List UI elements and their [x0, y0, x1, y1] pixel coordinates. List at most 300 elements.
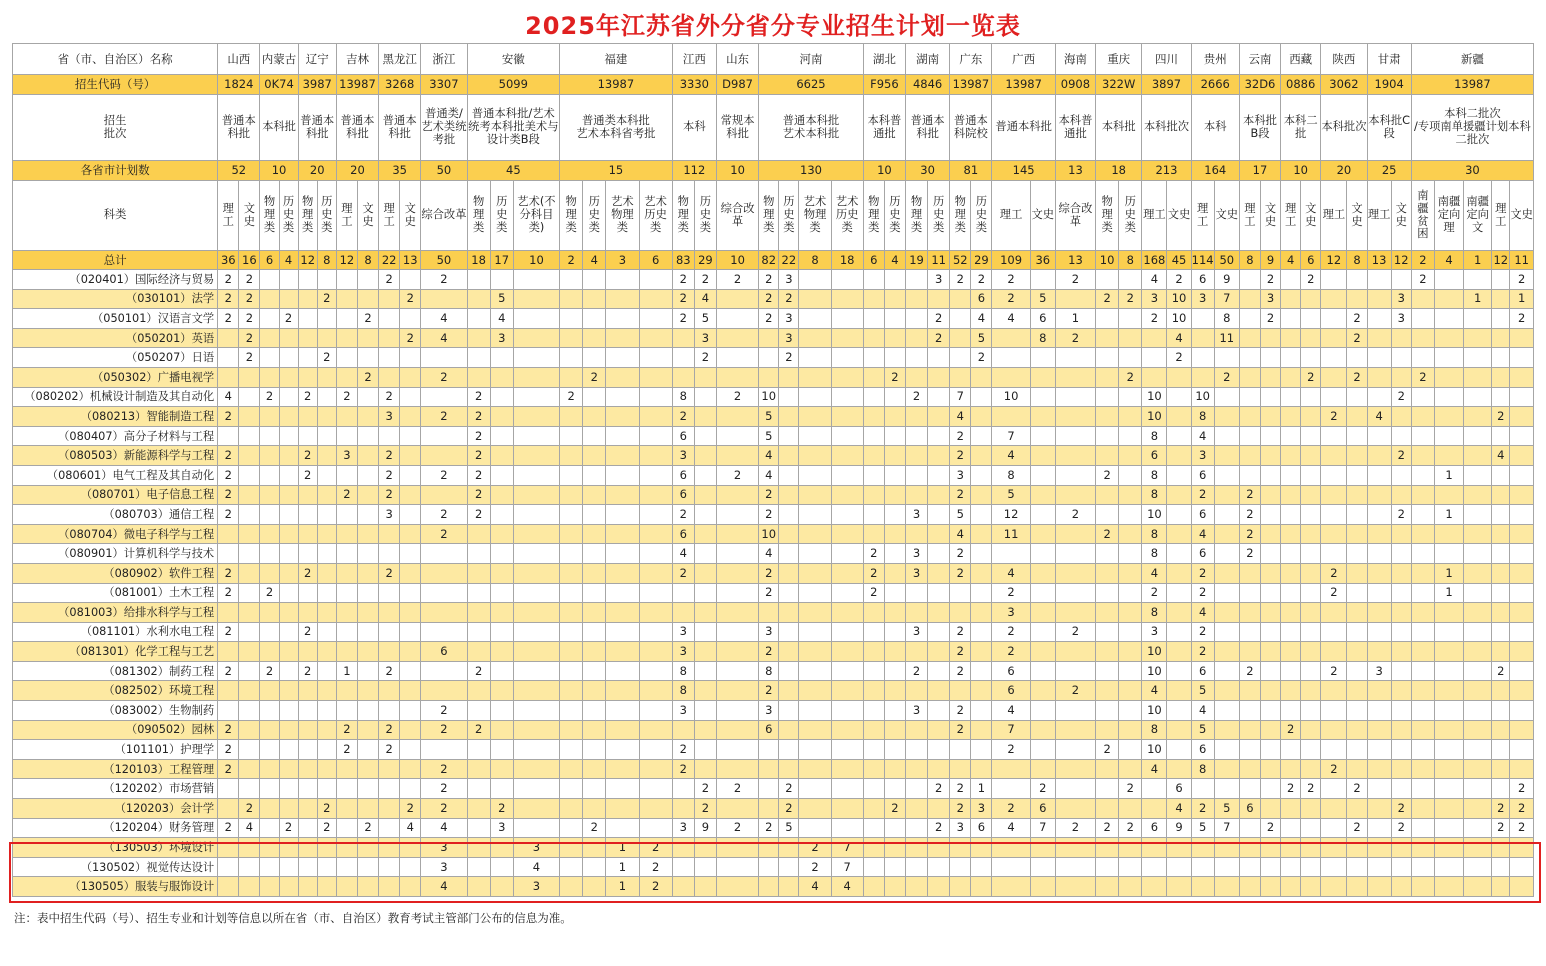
plan-value	[1030, 642, 1055, 662]
plan-value: 2	[379, 720, 400, 740]
plan-value	[672, 799, 694, 819]
plan-value: 2	[467, 661, 490, 681]
plan-value	[1464, 407, 1492, 427]
plan-value	[799, 309, 831, 329]
plan-value	[606, 818, 639, 838]
plan-value	[1367, 740, 1391, 760]
subject-total: 52	[950, 251, 971, 270]
plan-value: 2	[260, 387, 279, 407]
plan-value	[1301, 446, 1321, 466]
plan-value	[1464, 426, 1492, 446]
plan-value: 2	[759, 289, 779, 309]
subject-type: 文史	[1301, 181, 1321, 251]
subject-type: 文史	[357, 181, 378, 251]
plan-value: 2	[298, 446, 317, 466]
plan-value	[639, 367, 672, 387]
plan-value	[672, 348, 694, 368]
plan-value: 2	[298, 465, 317, 485]
plan-value: 2	[239, 289, 260, 309]
plan-value	[906, 348, 928, 368]
plan-value	[1301, 505, 1321, 525]
plan-value	[1367, 701, 1391, 721]
plan-value	[1030, 544, 1055, 564]
plan-value	[1301, 701, 1321, 721]
major-row	[13, 681, 1534, 701]
plan-value: 4	[1191, 701, 1214, 721]
plan-value	[831, 799, 863, 819]
plan-value	[1492, 524, 1510, 544]
plan-value: 3	[490, 818, 513, 838]
subject-type: 理工	[1492, 181, 1510, 251]
plan-value: 2	[992, 289, 1030, 309]
plan-value: 2	[239, 309, 260, 329]
plan-value	[831, 328, 863, 348]
plan-value	[239, 759, 260, 779]
plan-value	[1321, 779, 1347, 799]
plan-value	[639, 799, 672, 819]
plan-value: 2	[950, 544, 971, 564]
plan-value	[1391, 622, 1411, 642]
plan-value	[694, 387, 716, 407]
plan-value	[1434, 779, 1463, 799]
plan-value	[1030, 603, 1055, 623]
plan-value	[1464, 701, 1492, 721]
plan-value	[799, 701, 831, 721]
plan-value	[490, 563, 513, 583]
plan-value: 2	[950, 661, 971, 681]
plan-value: 2	[1239, 544, 1260, 564]
plan-value	[906, 446, 928, 466]
plan-value: 10	[1142, 387, 1167, 407]
plan-value	[260, 720, 279, 740]
plan-value	[950, 740, 971, 760]
subject-total: 29	[971, 251, 992, 270]
plan-value	[884, 740, 905, 760]
plan-value	[779, 681, 799, 701]
plan-value	[513, 701, 559, 721]
major-name: （080213）智能制造工程	[13, 407, 218, 427]
plan-value	[1167, 505, 1191, 525]
plan-value	[1510, 740, 1534, 760]
plan-value: 4	[218, 387, 239, 407]
plan-value	[1260, 426, 1280, 446]
plan-value	[218, 426, 239, 446]
plan-value	[1214, 740, 1239, 760]
enrollment-batch: 普通本科批	[379, 95, 421, 161]
plan-value	[884, 387, 905, 407]
plan-value	[239, 524, 260, 544]
plan-value: 2	[1492, 407, 1510, 427]
plan-value	[583, 485, 606, 505]
plan-value	[1434, 661, 1463, 681]
plan-value: 2	[421, 407, 467, 427]
plan-value	[467, 818, 490, 838]
plan-value	[779, 446, 799, 466]
plan-value	[1214, 701, 1239, 721]
plan-value: 2	[1119, 818, 1142, 838]
plan-value	[583, 563, 606, 583]
plan-value	[336, 622, 357, 642]
plan-value	[239, 740, 260, 760]
enrollment-code: 1824	[218, 75, 260, 95]
plan-value: 4	[992, 818, 1030, 838]
plan-value	[336, 583, 357, 603]
plan-value	[1464, 465, 1492, 485]
plan-value	[1464, 387, 1492, 407]
plan-value	[1239, 563, 1260, 583]
plan-value	[1434, 426, 1463, 446]
plan-value	[1119, 485, 1142, 505]
plan-value	[1096, 348, 1119, 368]
plan-value	[928, 603, 950, 623]
plan-value	[298, 505, 317, 525]
enrollment-code: 13987	[950, 75, 992, 95]
plan-value	[1434, 720, 1463, 740]
plan-value	[1492, 485, 1510, 505]
plan-value	[1096, 309, 1119, 329]
subject-total: 9	[1260, 251, 1280, 270]
plan-value	[400, 348, 421, 368]
plan-value	[239, 367, 260, 387]
plan-value: 6	[1167, 779, 1191, 799]
subject-total: 82	[759, 251, 779, 270]
plan-value: 1	[1434, 505, 1463, 525]
plan-value	[1321, 524, 1347, 544]
plan-value	[1367, 348, 1391, 368]
plan-value: 10	[1191, 387, 1214, 407]
plan-value	[1492, 465, 1510, 485]
plan-value	[421, 622, 467, 642]
plan-value	[1367, 603, 1391, 623]
plan-value	[606, 524, 639, 544]
plan-value	[1281, 740, 1301, 760]
plan-value	[400, 701, 421, 721]
subject-type: 理工	[1191, 181, 1214, 251]
plan-value: 2	[467, 505, 490, 525]
plan-value	[560, 779, 583, 799]
enrollment-batch: 普通类本科批 艺术本科省考批	[560, 95, 673, 161]
plan-value: 3	[1191, 446, 1214, 466]
plan-value	[1167, 387, 1191, 407]
plan-value	[799, 270, 831, 290]
plan-value	[716, 563, 758, 583]
plan-value: 6	[992, 681, 1030, 701]
plan-value	[467, 799, 490, 819]
plan-value	[1239, 603, 1260, 623]
plan-value	[239, 505, 260, 525]
plan-value	[992, 544, 1030, 564]
plan-value	[799, 328, 831, 348]
plan-value: 2	[1510, 309, 1534, 329]
plan-value: 2	[1260, 309, 1280, 329]
plan-value	[490, 505, 513, 525]
plan-value: 2	[421, 524, 467, 544]
plan-value	[1301, 720, 1321, 740]
plan-value	[950, 367, 971, 387]
subject-type: 艺术历史类	[831, 181, 863, 251]
plan-value	[490, 465, 513, 485]
plan-value	[716, 603, 758, 623]
plan-value	[218, 642, 239, 662]
plan-value: 1	[606, 857, 639, 877]
plan-value	[513, 270, 559, 290]
plan-value: 3	[672, 701, 694, 721]
plan-value	[639, 465, 672, 485]
plan-value	[490, 740, 513, 760]
plan-value	[583, 505, 606, 525]
plan-value	[1391, 270, 1411, 290]
plan-value: 3	[513, 838, 559, 858]
plan-value	[490, 270, 513, 290]
plan-value	[1096, 407, 1119, 427]
plan-value	[1239, 642, 1260, 662]
plan-row	[13, 161, 1534, 181]
plan-value: 2	[799, 857, 831, 877]
plan-value	[884, 524, 905, 544]
plan-value	[1391, 328, 1411, 348]
plan-value	[1434, 524, 1463, 544]
plan-value	[357, 779, 378, 799]
plan-value: 2	[992, 740, 1030, 760]
enrollment-batch: 本科普通批	[863, 95, 905, 161]
plan-value	[1214, 348, 1239, 368]
major-name: （080407）高分子材料与工程	[13, 426, 218, 446]
plan-value	[513, 740, 559, 760]
plan-value: 10	[1142, 701, 1167, 721]
plan-value	[513, 759, 559, 779]
subject-total: 10	[513, 251, 559, 270]
major-row	[13, 720, 1534, 740]
plan-value	[583, 583, 606, 603]
plan-value	[950, 603, 971, 623]
plan-value: 4	[1167, 799, 1191, 819]
plan-value: 2	[1214, 367, 1239, 387]
plan-value	[421, 387, 467, 407]
plan-value	[694, 642, 716, 662]
plan-value	[863, 485, 884, 505]
plan-value	[1281, 759, 1301, 779]
major-name: （130502）视觉传达设计	[13, 857, 218, 877]
plan-value: 2	[716, 779, 758, 799]
plan-value	[863, 681, 884, 701]
plan-value	[1367, 309, 1391, 329]
plan-value	[1391, 759, 1411, 779]
plan-value	[279, 720, 298, 740]
plan-value	[317, 367, 336, 387]
enrollment-batch: 本科批B段	[1239, 95, 1280, 161]
plan-value	[831, 661, 863, 681]
plan-value	[336, 328, 357, 348]
plan-value: 3	[672, 818, 694, 838]
plan-value: 2	[928, 309, 950, 329]
plan-value	[906, 642, 928, 662]
enrollment-code: 13987	[336, 75, 378, 95]
province-name: 贵州	[1191, 44, 1239, 75]
plan-value: 2	[336, 740, 357, 760]
enrollment-batch: 普通本科批	[298, 95, 336, 161]
plan-value	[694, 426, 716, 446]
subject-total: 2	[1411, 251, 1434, 270]
subject-type: 历史类	[928, 181, 950, 251]
plan-value	[1411, 603, 1434, 623]
plan-value	[863, 818, 884, 838]
plan-value	[1055, 348, 1095, 368]
plan-value	[1239, 407, 1260, 427]
plan-value	[1281, 642, 1301, 662]
plan-value: 2	[992, 583, 1030, 603]
plan-value: 7	[831, 857, 863, 877]
plan-value	[400, 309, 421, 329]
plan-value	[1119, 407, 1142, 427]
plan-value: 5	[779, 818, 799, 838]
plan-value	[560, 407, 583, 427]
plan-value	[260, 642, 279, 662]
subject-total: 8	[1239, 251, 1260, 270]
plan-value	[1347, 387, 1367, 407]
plan-value	[906, 759, 928, 779]
province-name: 甘肃	[1367, 44, 1411, 75]
plan-value	[1030, 367, 1055, 387]
plan-value	[379, 603, 400, 623]
plan-value	[1367, 622, 1391, 642]
plan-value	[336, 426, 357, 446]
plan-value	[336, 309, 357, 329]
major-row	[13, 446, 1534, 466]
plan-value	[1055, 407, 1095, 427]
plan-value: 3	[1391, 289, 1411, 309]
plan-value	[1167, 446, 1191, 466]
plan-value	[639, 759, 672, 779]
plan-value: 2	[1301, 270, 1321, 290]
plan-value: 3	[1142, 622, 1167, 642]
plan-value	[239, 485, 260, 505]
plan-value: 2	[317, 289, 336, 309]
subject-total: 11	[928, 251, 950, 270]
plan-value	[1464, 328, 1492, 348]
plan-value	[639, 407, 672, 427]
plan-value: 1	[1434, 465, 1463, 485]
plan-value	[260, 505, 279, 525]
plan-value	[639, 740, 672, 760]
plan-value	[759, 779, 779, 799]
plan-value: 8	[1142, 426, 1167, 446]
plan-value: 2	[1055, 622, 1095, 642]
plan-value	[260, 544, 279, 564]
plan-value	[639, 642, 672, 662]
plan-value	[400, 485, 421, 505]
plan-value	[1301, 661, 1321, 681]
plan-value	[906, 818, 928, 838]
plan-value	[1434, 485, 1463, 505]
plan-value	[1391, 465, 1411, 485]
plan-value	[1214, 544, 1239, 564]
plan-value: 2	[379, 270, 400, 290]
plan-value	[779, 426, 799, 446]
plan-value	[1321, 505, 1347, 525]
plan-value	[421, 289, 467, 309]
footnote: 注：表中招生代码（号）、招生专业和计划等信息以所在省（市、自治区）教育考试主管部门公布的信息为准。	[14, 911, 572, 925]
plan-value: 4	[694, 289, 716, 309]
plan-value	[928, 799, 950, 819]
plan-value	[560, 524, 583, 544]
plan-value	[1214, 583, 1239, 603]
plan-value	[1434, 799, 1463, 819]
plan-value: 2	[357, 309, 378, 329]
plan-value	[906, 270, 928, 290]
plan-value: 6	[672, 485, 694, 505]
province-name: 海南	[1055, 44, 1095, 75]
plan-value	[467, 622, 490, 642]
plan-value: 2	[1321, 407, 1347, 427]
plan-value	[606, 603, 639, 623]
enrollment-batch: 本科普通批	[1055, 95, 1095, 161]
plan-value	[1347, 465, 1367, 485]
plan-value: 2	[279, 309, 298, 329]
plan-value	[357, 661, 378, 681]
major-name: （130505）服装与服饰设计	[13, 877, 218, 897]
plan-value: 10	[992, 387, 1030, 407]
plan-value	[379, 583, 400, 603]
plan-value	[1167, 622, 1191, 642]
plan-value	[336, 642, 357, 662]
plan-value	[1096, 505, 1119, 525]
plan-value: 3	[421, 857, 467, 877]
plan-value	[513, 328, 559, 348]
plan-value	[1191, 779, 1214, 799]
plan-value	[1239, 759, 1260, 779]
plan-value: 2	[218, 309, 239, 329]
subject-type: 艺术(不分科目类)	[513, 181, 559, 251]
major-name: （082502）环境工程	[13, 681, 218, 701]
plan-value: 5	[1191, 681, 1214, 701]
plan-value	[779, 465, 799, 485]
plan-value	[928, 681, 950, 701]
plan-value: 10	[1142, 407, 1167, 427]
plan-value: 3	[779, 309, 799, 329]
plan-value: 2	[906, 387, 928, 407]
subject-type: 物理类	[560, 181, 583, 251]
plan-value: 2	[716, 387, 758, 407]
plan-value	[1281, 622, 1301, 642]
plan-value: 2	[421, 701, 467, 721]
plan-value	[379, 701, 400, 721]
plan-value	[928, 465, 950, 485]
plan-value	[716, 407, 758, 427]
plan-value: 4	[421, 877, 467, 897]
plan-value	[779, 367, 799, 387]
plan-value: 2	[239, 348, 260, 368]
plan-value: 5	[971, 328, 992, 348]
plan-value: 1	[1434, 583, 1463, 603]
plan-value: 2	[260, 583, 279, 603]
subject-total: 13	[1055, 251, 1095, 270]
subject-total: 19	[906, 251, 928, 270]
plan-value	[400, 524, 421, 544]
plan-value	[357, 270, 378, 290]
plan-value	[317, 446, 336, 466]
plan-value	[513, 544, 559, 564]
plan-value	[1367, 544, 1391, 564]
enrollment-batch: 本科批	[260, 95, 298, 161]
plan-value: 2	[694, 348, 716, 368]
plan-value: 4	[400, 818, 421, 838]
plan-value	[1510, 642, 1534, 662]
plan-value	[1434, 407, 1463, 427]
plan-value	[606, 720, 639, 740]
plan-value	[1492, 720, 1510, 740]
plan-value	[583, 799, 606, 819]
plan-value	[716, 740, 758, 760]
